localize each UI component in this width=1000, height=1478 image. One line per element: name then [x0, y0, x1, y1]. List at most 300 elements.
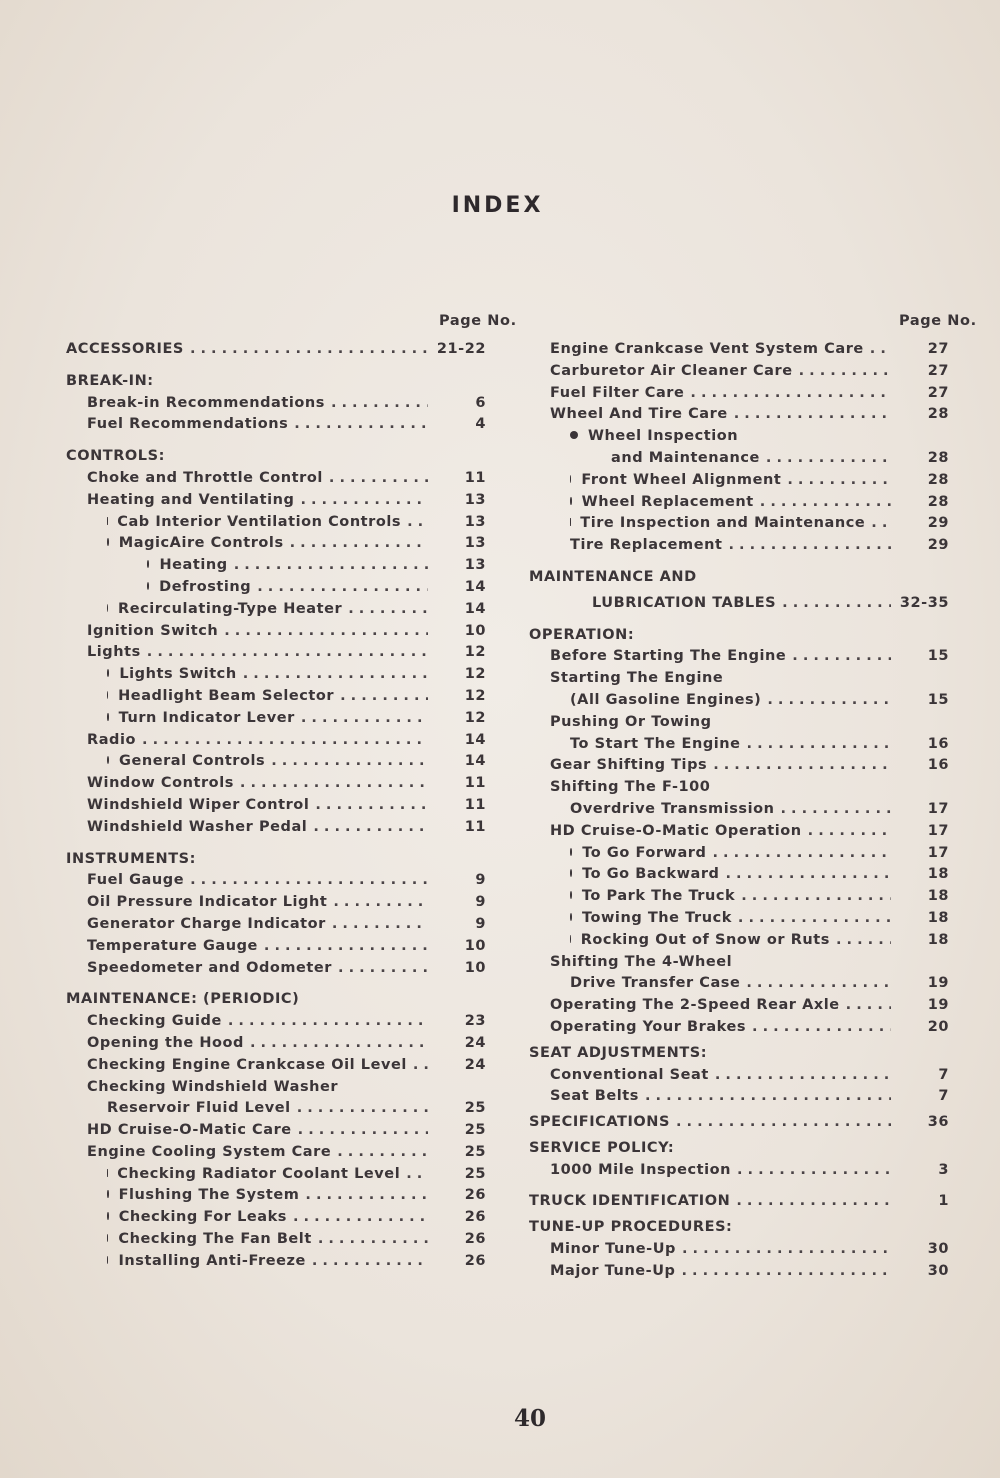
index-entry: [529, 470, 949, 492]
entry-label: Oil Pressure Indicator Light: [87, 894, 328, 911]
index-entry: [529, 755, 949, 777]
dot-leader: [406, 1164, 428, 1186]
entry-label: Checking The Fan Belt: [118, 1231, 312, 1248]
dot-leader: [766, 448, 891, 470]
index-entry: [66, 1142, 486, 1164]
entry-page-number: 7: [938, 1088, 949, 1105]
index-entry: [529, 404, 949, 426]
bullet-icon: [107, 1212, 109, 1220]
entry-label: Break-in Recommendations: [87, 394, 325, 411]
entry-label: To Go Forward: [582, 844, 707, 861]
entry-page-number: 11: [464, 775, 486, 792]
dot-leader: [333, 892, 428, 914]
index-entry: [529, 593, 949, 615]
dot-leader: [734, 404, 891, 426]
dot-leader: [331, 393, 428, 415]
entry-label: Checking Engine Crankcase Oil Level: [87, 1056, 407, 1073]
entry-page-number: 17: [927, 822, 949, 839]
entry-label: Heating: [159, 557, 228, 574]
dot-leader: [305, 1185, 428, 1207]
dot-leader: [747, 734, 891, 756]
page-number: 40: [513, 1405, 546, 1432]
index-entry: [66, 468, 486, 490]
entry-label: Pushing Or Towing: [550, 713, 712, 730]
index-section-heading: [529, 1112, 949, 1134]
dot-leader: [190, 870, 428, 892]
entry-label: Before Starting The Engine: [550, 648, 787, 665]
index-section-heading: [66, 339, 486, 361]
entry-page-number: 11: [464, 796, 486, 813]
entry-page-number: 16: [927, 757, 949, 774]
index-entry: [66, 490, 486, 512]
index-entry: [529, 734, 949, 756]
dot-leader: [738, 908, 891, 930]
index-entry: [529, 777, 949, 799]
dot-leader: [337, 1142, 428, 1164]
index-entry: [66, 751, 486, 773]
entry-page-number: 12: [464, 644, 486, 661]
entry-page-number: 10: [464, 959, 486, 976]
entry-page-number: 21-22: [436, 341, 486, 357]
entry-label: Shifting The 4-Wheel: [550, 953, 733, 970]
index-entry: [66, 414, 486, 436]
dot-leader: [690, 383, 891, 405]
entry-label: Checking Windshield Washer: [87, 1078, 339, 1095]
index-entry: [529, 1065, 949, 1087]
entry-page-number: 15: [927, 648, 949, 665]
index-entry: [529, 930, 949, 952]
entry-label: Gear Shifting Tips: [550, 757, 708, 774]
entry-label: Conventional Seat: [550, 1066, 709, 1083]
dot-leader: [808, 821, 891, 843]
dot-leader: [712, 843, 891, 865]
entry-page-number: 3: [938, 1161, 949, 1178]
entry-label: TRUCK IDENTIFICATION: [529, 1193, 731, 1210]
index-entry: [529, 843, 949, 865]
dot-leader: [264, 936, 428, 958]
index-entry: [529, 1261, 949, 1283]
entry-label: Windshield Wiper Control: [87, 796, 310, 813]
index-entry: [529, 821, 949, 843]
index-section-heading: [529, 567, 949, 589]
dot-leader: [676, 1112, 891, 1134]
dot-leader: [250, 1033, 428, 1055]
entry-page-number: 7: [938, 1066, 949, 1083]
index-entry: [66, 914, 486, 936]
entry-label: Operating Your Brakes: [550, 1018, 747, 1035]
entry-label: To Start The Engine: [570, 735, 741, 752]
entry-label: Generator Charge Indicator: [87, 915, 326, 932]
index-entry: [529, 668, 949, 690]
dot-leader: [294, 414, 428, 436]
index-section-heading: [529, 1138, 949, 1160]
index-section-heading: [529, 625, 949, 647]
entry-page-number: 28: [927, 471, 949, 488]
entry-page-number: 13: [464, 557, 486, 574]
index-column-left: [66, 339, 486, 1273]
dot-leader: [752, 1017, 891, 1039]
dot-leader: [318, 1229, 428, 1251]
dot-leader: [737, 1160, 891, 1182]
entry-label: MAINTENANCE AND: [529, 568, 697, 585]
index-entry: [66, 773, 486, 795]
dot-leader: [767, 690, 891, 712]
entry-label: Flushing The System: [118, 1187, 300, 1204]
entry-page-number: 6: [475, 394, 486, 411]
dot-leader: [715, 1065, 891, 1087]
entry-page-number: 16: [927, 735, 949, 752]
entry-label: Recirculating-Type Heater: [118, 600, 343, 617]
entry-label: MAINTENANCE: (PERIODIC): [66, 991, 300, 1008]
entry-label: Engine Crankcase Vent System Care: [550, 341, 864, 357]
dot-leader: [293, 1207, 428, 1229]
dot-leader: [243, 664, 428, 686]
entry-page-number: 13: [464, 535, 486, 552]
entry-page-number: 24: [464, 1034, 486, 1051]
entry-page-number: 29: [927, 515, 949, 532]
index-entry: [66, 642, 486, 664]
dot-leader: [348, 599, 428, 621]
entry-label: Checking Radiator Coolant Level: [117, 1165, 401, 1182]
dot-leader: [301, 708, 428, 730]
entry-page-number: 18: [927, 888, 949, 905]
entry-page-number: 25: [464, 1143, 486, 1160]
bullet-icon: [107, 669, 109, 677]
dot-leader: [300, 490, 428, 512]
entry-label: Shifting The F-100: [550, 779, 711, 796]
entry-label: Wheel And Tire Care: [550, 406, 728, 423]
bullet-icon: [107, 756, 109, 764]
dot-leader: [741, 886, 891, 908]
index-entry: [66, 817, 486, 839]
dot-leader: [645, 1086, 891, 1108]
index-entry: [529, 864, 949, 886]
index-entry: [529, 799, 949, 821]
entry-page-number: 14: [464, 753, 486, 770]
entry-label: To Go Backward: [582, 866, 720, 883]
dot-leader: [315, 795, 428, 817]
dot-leader: [736, 1191, 891, 1213]
index-entry: [529, 646, 949, 668]
entry-label: (All Gasoline Engines): [570, 691, 762, 708]
entry-label: Overdrive Transmission: [570, 800, 775, 817]
index-entry: [66, 555, 486, 577]
entry-label: To Park The Truck: [581, 888, 736, 905]
index-entry: [66, 664, 486, 686]
entry-page-number: 13: [464, 513, 486, 530]
dot-leader: [746, 973, 891, 995]
entry-label: and Maintenance: [611, 449, 760, 466]
entry-page-number: 10: [464, 622, 486, 639]
entry-label: Towing The Truck: [581, 909, 732, 926]
entry-page-number: 19: [927, 997, 949, 1014]
dot-leader: [313, 817, 428, 839]
index-section-heading: [66, 989, 486, 1011]
index-section-heading: [66, 849, 486, 871]
index-entry: [66, 621, 486, 643]
entry-page-number: 26: [464, 1187, 486, 1204]
dot-leader: [760, 492, 891, 514]
entry-label: LUBRICATION TABLES: [592, 594, 777, 611]
index-entry: [529, 995, 949, 1017]
dot-leader: [782, 593, 891, 615]
index-entry: [66, 1055, 486, 1077]
entry-label: Choke and Throttle Control: [87, 469, 323, 486]
entry-label: Drive Transfer Case: [570, 975, 741, 992]
index-entry: [66, 1077, 486, 1099]
dot-leader: [340, 686, 428, 708]
bullet-icon: [107, 1234, 108, 1242]
dot-leader: [329, 468, 428, 490]
index-entry: [66, 1098, 486, 1120]
entry-page-number: 24: [464, 1056, 486, 1073]
index-entry: [66, 1164, 486, 1186]
index-column-right: [529, 339, 949, 1283]
entry-page-number: 19: [927, 975, 949, 992]
entry-page-number: 27: [927, 362, 949, 379]
entry-label: INSTRUMENTS:: [66, 850, 197, 867]
bullet-icon: [107, 1190, 109, 1198]
dot-leader: [332, 914, 428, 936]
index-entry: [66, 958, 486, 980]
entry-page-number: 32-35: [899, 594, 949, 611]
entry-label: Fuel Filter Care: [550, 384, 685, 401]
index-entry: [529, 1160, 949, 1182]
entry-page-number: 27: [927, 384, 949, 401]
entry-page-number: 10: [464, 937, 486, 954]
index-entry: [66, 1120, 486, 1142]
entry-page-number: 17: [927, 844, 949, 861]
dot-leader: [725, 864, 891, 886]
dot-leader: [224, 621, 428, 643]
bullet-icon: [107, 713, 109, 721]
entry-page-number: 12: [464, 709, 486, 726]
index-entry: [529, 426, 949, 448]
index-entry: [66, 936, 486, 958]
page-no-header-left: Page No.: [439, 313, 517, 329]
dot-leader: [338, 958, 428, 980]
bullet-icon: [570, 431, 578, 439]
entry-label: Tire Replacement: [570, 537, 723, 554]
entry-label: CONTROLS:: [66, 448, 165, 465]
entry-label: Lights Switch: [119, 666, 237, 683]
index-entry: [66, 599, 486, 621]
index-entry: [529, 361, 949, 383]
entry-page-number: 14: [464, 578, 486, 595]
index-entry: [529, 448, 949, 470]
entry-page-number: 18: [927, 909, 949, 926]
dot-leader: [836, 930, 891, 952]
entry-label: Checking For Leaks: [118, 1209, 287, 1226]
dot-leader: [787, 470, 891, 492]
entry-label: Defrosting: [159, 578, 252, 595]
dot-leader: [682, 1239, 891, 1261]
bullet-icon: [107, 538, 109, 546]
entry-label: Fuel Recommendations: [87, 416, 289, 433]
entry-page-number: 11: [464, 818, 486, 835]
entry-label: SEAT ADJUSTMENTS:: [529, 1044, 708, 1061]
index-entry: [66, 1251, 486, 1273]
bullet-icon: [570, 497, 572, 505]
entry-page-number: 30: [927, 1241, 949, 1258]
entry-label: Ignition Switch: [87, 622, 219, 639]
entry-page-number: 9: [475, 915, 486, 932]
entry-page-number: 25: [464, 1122, 486, 1139]
page-no-header-right: Page No.: [899, 313, 977, 329]
index-section-heading: [529, 1043, 949, 1065]
entry-label: Fuel Gauge: [87, 872, 185, 889]
dot-leader: [190, 339, 428, 361]
entry-label: SERVICE POLICY:: [529, 1139, 675, 1156]
dot-leader: [799, 361, 891, 383]
entry-page-number: 9: [475, 872, 486, 889]
entry-page-number: 26: [464, 1231, 486, 1248]
dot-leader: [413, 1055, 428, 1077]
index-entry: [66, 1011, 486, 1033]
entry-page-number: 25: [464, 1100, 486, 1117]
index-entry: [529, 712, 949, 734]
index-entry: [529, 1086, 949, 1108]
entry-label: Major Tune-Up: [550, 1262, 676, 1279]
entry-page-number: 23: [464, 1013, 486, 1030]
index-section-heading: [529, 1191, 949, 1213]
entry-label: BREAK-IN:: [66, 372, 154, 389]
dot-leader: [846, 995, 891, 1017]
bullet-icon: [147, 560, 149, 568]
index-entry: [66, 393, 486, 415]
entry-label: TUNE-UP PROCEDURES:: [529, 1219, 733, 1236]
entry-page-number: 26: [464, 1209, 486, 1226]
entry-label: Engine Cooling System Care: [87, 1143, 332, 1160]
entry-page-number: 27: [927, 341, 949, 357]
entry-label: Reservoir Fluid Level: [107, 1100, 291, 1117]
dot-leader: [792, 646, 891, 668]
index-entry: [66, 708, 486, 730]
bullet-icon: [570, 475, 571, 483]
index-entry: [529, 690, 949, 712]
entry-label: Radio: [87, 731, 137, 748]
dot-leader: [728, 535, 891, 557]
bullet-icon: [147, 582, 149, 590]
dot-leader: [228, 1011, 428, 1033]
entry-label: Opening the Hood: [87, 1034, 244, 1051]
entry-page-number: 1: [938, 1193, 949, 1210]
index-entry: [529, 1017, 949, 1039]
bullet-icon: [570, 913, 572, 921]
entry-label: Speedometer and Odometer: [87, 959, 333, 976]
dot-leader: [312, 1251, 428, 1273]
entry-label: 1000 Mile Inspection: [550, 1161, 731, 1178]
entry-label: OPERATION:: [529, 626, 635, 643]
dot-leader: [297, 1098, 428, 1120]
entry-label: General Controls: [119, 753, 266, 770]
index-entry: [66, 870, 486, 892]
entry-label: Cab Interior Ventilation Controls: [117, 513, 402, 530]
dot-leader: [234, 555, 428, 577]
index-section-heading: [529, 1217, 949, 1239]
entry-page-number: 4: [475, 416, 486, 433]
index-entry: [66, 512, 486, 534]
entry-label: Carburetor Air Cleaner Care: [550, 362, 793, 379]
entry-label: Installing Anti-Freeze: [118, 1252, 306, 1269]
index-entry: [66, 1185, 486, 1207]
entry-page-number: 25: [464, 1165, 486, 1182]
index-entry: [66, 533, 486, 555]
index-section-heading: [66, 446, 486, 468]
entry-page-number: 17: [927, 800, 949, 817]
dot-leader: [240, 773, 428, 795]
entry-label: Starting The Engine: [550, 670, 724, 687]
page-title: INDEX: [451, 193, 544, 218]
dot-leader: [407, 512, 428, 534]
index-entry: [66, 686, 486, 708]
dot-leader: [870, 339, 891, 361]
bullet-icon: [107, 1256, 108, 1264]
index-entry: [529, 513, 949, 535]
entry-label: Windshield Washer Pedal: [87, 818, 308, 835]
entry-page-number: 15: [927, 691, 949, 708]
entry-page-number: 18: [927, 931, 949, 948]
index-entry: [66, 577, 486, 599]
entry-page-number: 12: [464, 666, 486, 683]
entry-label: Operating The 2-Speed Rear Axle: [550, 997, 840, 1014]
index-entry: [529, 908, 949, 930]
bullet-icon: [107, 691, 108, 699]
bullet-icon: [107, 604, 108, 612]
entry-label: Seat Belts: [550, 1088, 639, 1105]
entry-page-number: 29: [927, 537, 949, 554]
entry-page-number: 14: [464, 600, 486, 617]
entry-label: Tire Inspection and Maintenance: [580, 515, 866, 532]
dot-leader: [147, 642, 428, 664]
entry-page-number: 28: [927, 449, 949, 466]
dot-leader: [780, 799, 891, 821]
index-entry: [529, 383, 949, 405]
entry-page-number: 28: [927, 493, 949, 510]
entry-page-number: 13: [464, 491, 486, 508]
bullet-icon: [570, 848, 572, 856]
index-entry: [529, 492, 949, 514]
dot-leader: [681, 1261, 891, 1283]
entry-label: Window Controls: [87, 775, 234, 792]
entry-label: Heating and Ventilating: [87, 491, 295, 508]
entry-page-number: 18: [927, 866, 949, 883]
entry-label: Rocking Out of Snow or Ruts: [580, 931, 830, 948]
entry-label: Front Wheel Alignment: [581, 471, 782, 488]
index-entry: [529, 1239, 949, 1261]
index-entry: [529, 339, 949, 361]
entry-page-number: 26: [464, 1252, 486, 1269]
entry-page-number: 28: [927, 406, 949, 423]
index-entry: [66, 1229, 486, 1251]
entry-label: MagicAire Controls: [118, 535, 284, 552]
entry-label: Checking Guide: [87, 1013, 222, 1030]
entry-page-number: 12: [464, 687, 486, 704]
index-entry: [66, 730, 486, 752]
index-section-heading: [66, 371, 486, 393]
index-entry: [529, 952, 949, 974]
entry-label: SPECIFICATIONS: [529, 1114, 670, 1131]
bullet-icon: [570, 891, 572, 899]
entry-label: Minor Tune-Up: [550, 1241, 676, 1258]
index-entry: [66, 795, 486, 817]
dot-leader: [142, 730, 428, 752]
index-entry: [66, 1033, 486, 1055]
entry-page-number: 36: [927, 1114, 949, 1131]
index-entry: [529, 535, 949, 557]
entry-page-number: 20: [927, 1018, 949, 1035]
entry-page-number: 9: [475, 894, 486, 911]
